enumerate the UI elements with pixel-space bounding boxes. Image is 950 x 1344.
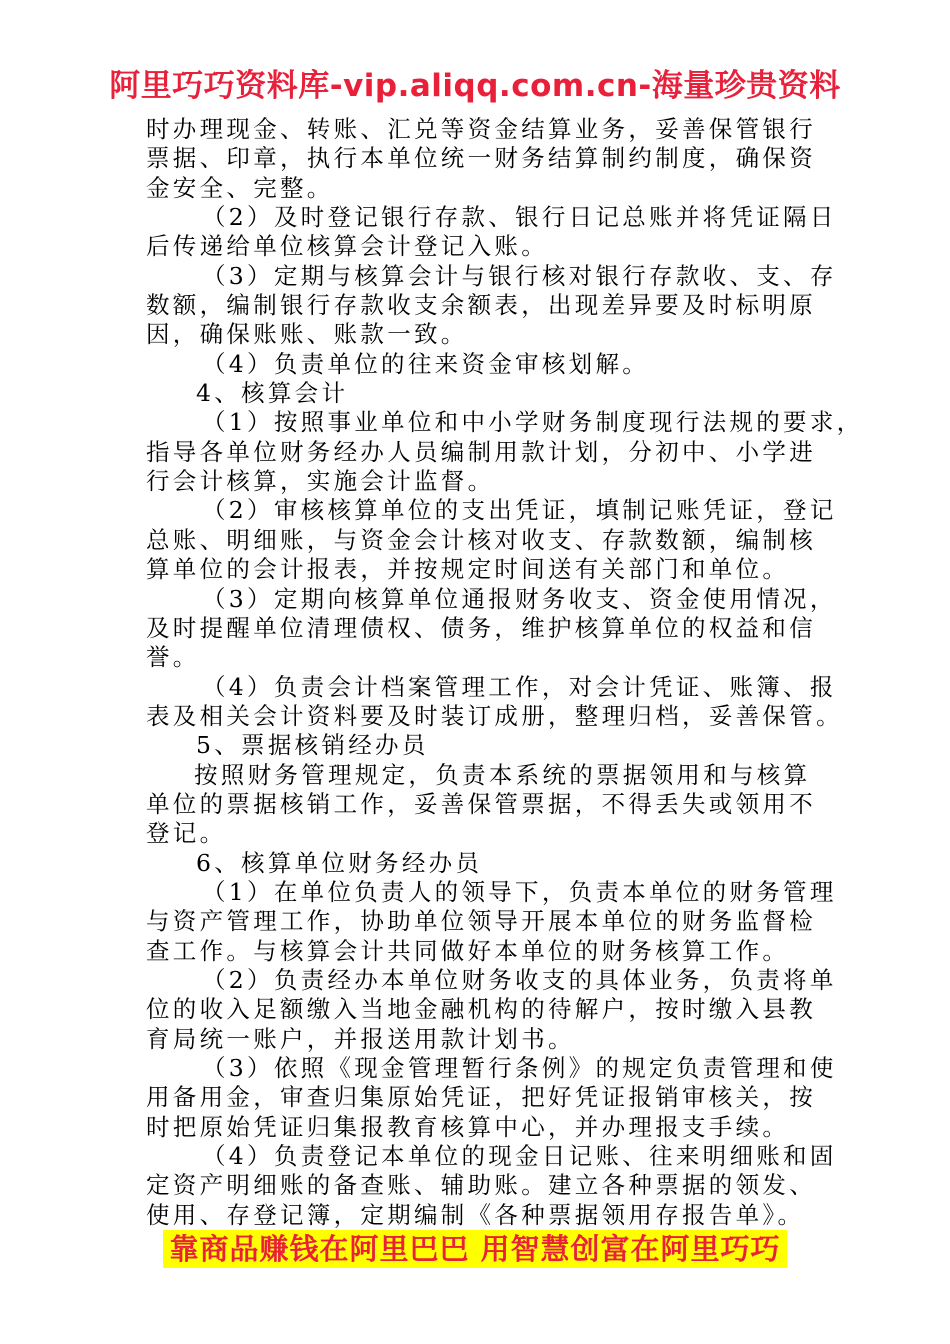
header-banner	[0, 60, 950, 105]
section-heading: 6、核算单位财务经办员	[196, 848, 483, 877]
text-line: 数额，编制银行存款收支余额表，出现差异要及时标明原	[146, 291, 816, 320]
text-line: （3）依照《现金管理暂行条例》的规定负责管理和使	[202, 1054, 837, 1082]
footer-banner-text: 靠商品赚钱在阿里巴巴 用智慧创富在阿里巧巧	[163, 1230, 786, 1268]
text-line: 后传递给单位核算会计登记入账。	[146, 232, 548, 261]
text-line: （2）及时登记银行存款、银行日记总账并将凭证隔日	[202, 203, 837, 232]
header-banner-text: 阿里巧巧资料库-vip.aliqq.com.cn-海量珍贵资料	[109, 68, 841, 104]
text-line: （4）负责单位的往来资金审核划解。	[202, 349, 650, 378]
section-heading: 4、核算会计	[196, 379, 349, 408]
text-line: （2）负责经办本单位财务收支的具体业务，负责将单	[202, 965, 837, 994]
text-line: （1）在单位负责人的领导下，负责本单位的财务管理	[202, 877, 837, 906]
text-line: 查工作。与核算会计共同做好本单位的财务核算工作。	[146, 936, 790, 965]
text-line: 按照财务管理规定，负责本系统的票据领用和与核算	[194, 760, 811, 789]
text-line: （1）按照事业单位和中小学财务制度现行法规的要求，	[202, 408, 864, 437]
text-line: 表及相关会计资料要及时装订成册，整理归档，妥善保管。	[146, 701, 843, 730]
text-line: 定资产明细账的备查账、辅助账。建立各种票据的领发、	[146, 1171, 816, 1200]
text-line: 因，确保账账、账款一致。	[146, 320, 468, 349]
text-line: （4）负责会计档案管理工作，对会计凭证、账簿、报	[202, 672, 837, 701]
text-line: 及时提醒单位清理债权、债务，维护核算单位的权益和信	[146, 613, 816, 642]
text-line: 单位的票据核销工作，妥善保管票据，不得丢失或领用不	[146, 789, 816, 818]
text-line: 时办理现金、转账、汇兑等资金结算业务，妥善保管银行	[146, 115, 816, 143]
text-line: 总账、明细账，与资金会计核对收支、存款数额，编制核	[146, 525, 816, 554]
text-line: 票据、印章，执行本单位统一财务结算制约制度，确保资	[146, 144, 816, 173]
text-line: 金安全、完整。	[146, 173, 334, 202]
text-line: （2）审核核算单位的支出凭证，填制记账凭证，登记	[202, 496, 837, 525]
footer-banner	[0, 1227, 950, 1268]
text-line: （3）定期向核算单位通报财务收支、资金使用情况，	[202, 584, 837, 613]
text-line: （4）负责登记本单位的现金日记账、往来明细账和固	[202, 1142, 837, 1171]
text-line: 指导各单位财务经办人员编制用款计划，分初中、小学进	[146, 437, 816, 466]
text-line: （3）定期与核算会计与银行核对银行存款收、支、存	[202, 261, 837, 290]
document-body	[146, 115, 864, 1230]
text-line: 位的收入足额缴入当地金融机构的待解户，按时缴入县教	[146, 995, 816, 1024]
text-line: 行会计核算，实施会计监督。	[146, 467, 495, 496]
section-heading: 5、票据核销经办员	[196, 731, 429, 760]
text-line: 使用、存登记簿，定期编制《各种票据领用存报告单》。	[146, 1200, 805, 1229]
text-line: 算单位的会计报表，并按规定时间送有关部门和单位。	[146, 555, 790, 584]
text-line: 登记。	[146, 819, 227, 848]
text-line: 育局统一账户，并报送用款计划书。	[146, 1024, 575, 1053]
text-line: 誉。	[146, 643, 200, 672]
text-line: 用备用金，审查归集原始凭证，把好凭证报销审核关，按	[146, 1083, 816, 1112]
text-line: 与资产管理工作，协助单位领导开展本单位的财务监督检	[146, 907, 816, 936]
text-line: 时把原始凭证归集报教育核算中心，并办理报支手续。	[146, 1112, 790, 1141]
